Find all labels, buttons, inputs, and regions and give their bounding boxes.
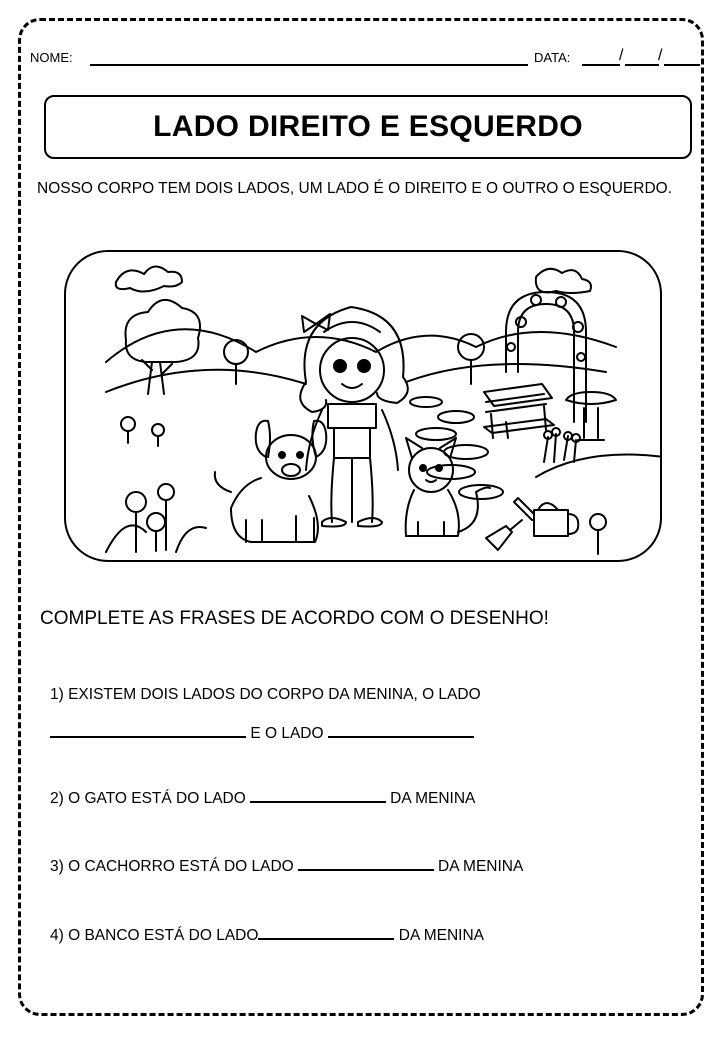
dog-icon xyxy=(215,421,326,542)
intro-text: NOSSO CORPO TEM DOIS LADOS, UM LADO É O DIREITO E O OUTRO O ESQUERDO. xyxy=(37,180,673,197)
name-field[interactable] xyxy=(90,64,528,66)
page-title: LADO DIREITO E ESQUERDO xyxy=(153,110,583,143)
instruction: COMPLETE AS FRASES DE ACORDO COM O DESENHO! xyxy=(40,608,549,629)
question-3-suffix: DA MENINA xyxy=(438,858,524,875)
answer-blank[interactable] xyxy=(328,720,474,738)
date-separator: / xyxy=(658,47,663,64)
flower-icon xyxy=(106,417,606,554)
answer-blank[interactable] xyxy=(258,922,394,940)
question-3 xyxy=(50,853,523,876)
park-illustration xyxy=(66,252,662,562)
trowel-icon xyxy=(486,520,522,550)
answer-blank[interactable] xyxy=(250,785,386,803)
date-separator: / xyxy=(619,47,624,64)
question-4 xyxy=(50,922,484,945)
question-1-line2 xyxy=(50,720,474,743)
title-box xyxy=(44,95,692,159)
question-2-text: 2) O GATO ESTÁ DO LADO xyxy=(50,790,246,807)
bench-icon xyxy=(484,384,554,438)
girl-icon xyxy=(300,307,408,527)
date-label: DATA: xyxy=(534,50,571,65)
question-1-mid: E O LADO xyxy=(250,725,324,742)
illustration-frame xyxy=(64,250,662,562)
question-4-suffix: DA MENINA xyxy=(398,927,485,944)
answer-blank[interactable] xyxy=(50,720,246,738)
date-month-field[interactable] xyxy=(625,64,659,66)
date-year-field[interactable] xyxy=(664,64,700,66)
watering-can-icon xyxy=(514,498,578,536)
question-4-text: 4) O BANCO ESTÁ DO LADO xyxy=(50,927,259,944)
cloud-icon xyxy=(116,266,591,293)
question-1-line1: 1) EXISTEM DOIS LADOS DO CORPO DA MENINA, O LADO xyxy=(50,686,481,703)
question-2-suffix: DA MENINA xyxy=(390,790,476,807)
name-label: NOME: xyxy=(30,50,73,65)
cat-icon xyxy=(406,438,490,536)
question-2 xyxy=(50,785,475,808)
question-3-text: 3) O CACHORRO ESTÁ DO LADO xyxy=(50,858,294,875)
answer-blank[interactable] xyxy=(298,853,434,871)
date-day-field[interactable] xyxy=(582,64,620,66)
